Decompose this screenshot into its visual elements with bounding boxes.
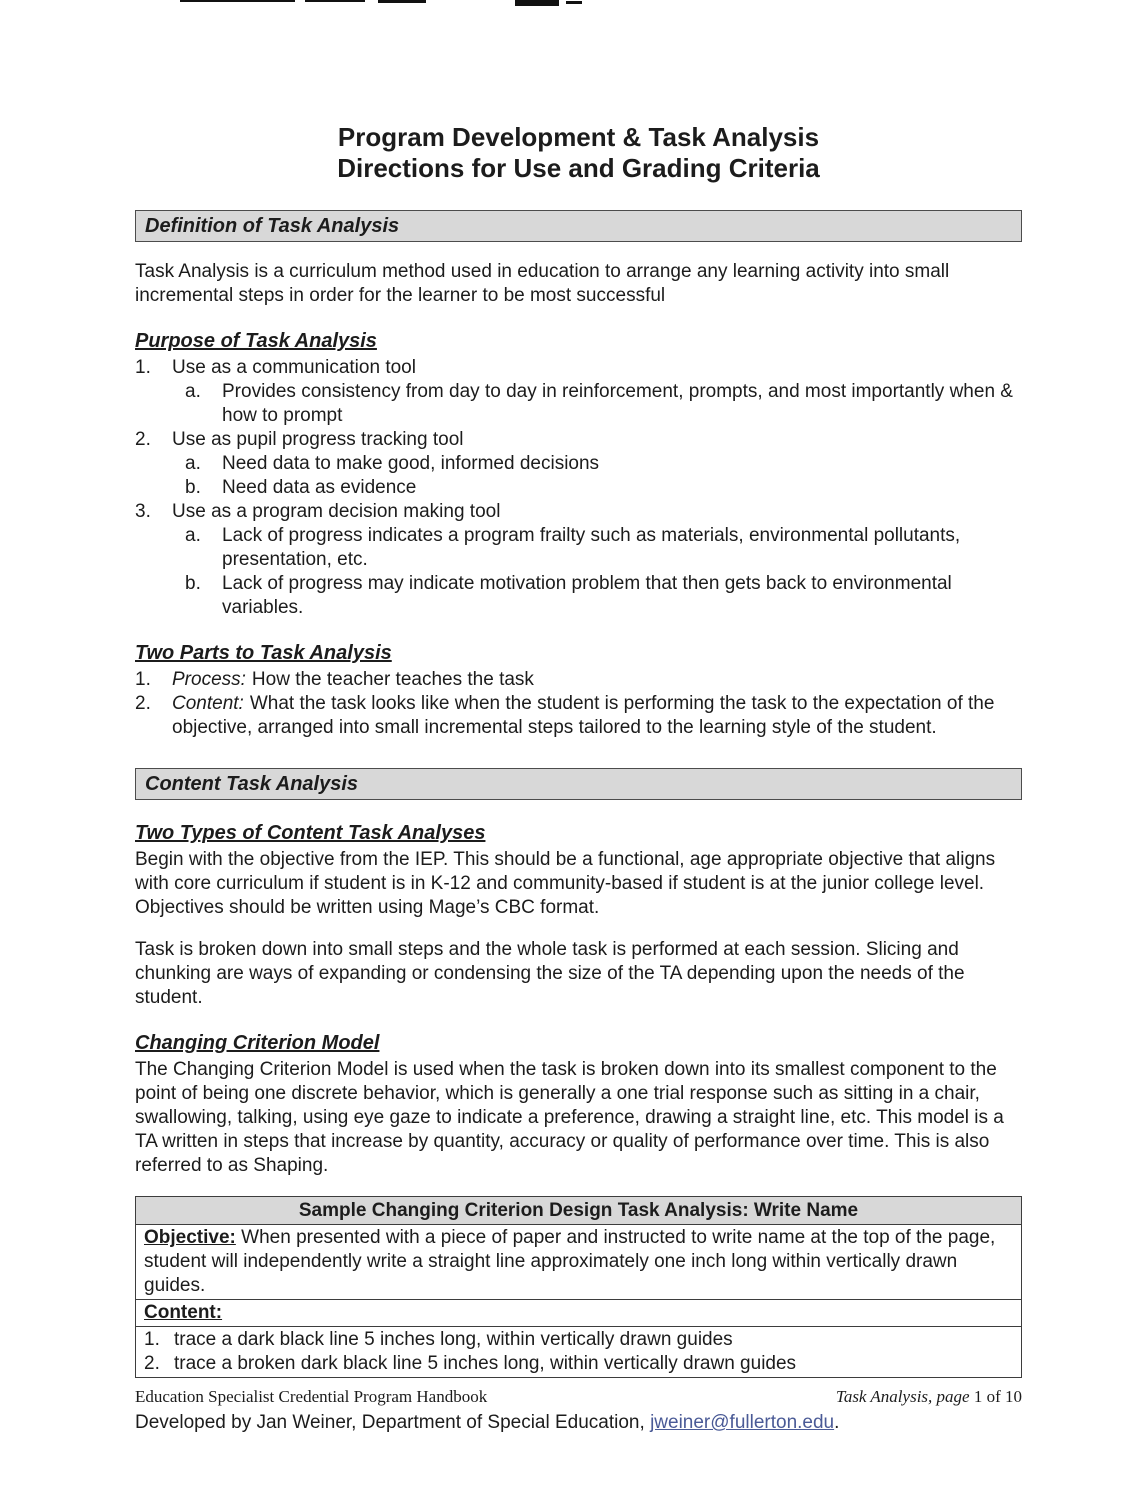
list-item-text: Provides consistency from day to day in reinforcement, prompts, and most importantly when & how to prompt: [222, 381, 1013, 426]
list-item: [185, 380, 1022, 428]
list-item-text: Use as a program decision making tool: [172, 501, 501, 522]
handbook-title: Education Specialist Credential Program Handbook: [135, 1387, 488, 1406]
list-item-text: Need data as evidence: [222, 477, 417, 498]
list-item: [135, 356, 1022, 380]
page-number: 1 of 10: [973, 1387, 1022, 1406]
list-item-lead: Content:: [172, 693, 244, 714]
list-item: [185, 572, 1022, 620]
list-marker: 2.: [144, 1353, 160, 1374]
list-item-body: How the teacher teaches the task: [251, 669, 534, 690]
list-marker: 2.: [135, 429, 151, 450]
list-marker: b.: [185, 477, 201, 498]
list-item: [135, 428, 1022, 452]
title-line-1: Program Development & Task Analysis: [337, 122, 820, 152]
list-item: [185, 524, 1022, 572]
section-header-content-task: Content Task Analysis: [135, 768, 1022, 800]
content-label: Content:: [144, 1302, 223, 1323]
content-item-text: trace a dark black line 5 inches long, within vertically drawn guides: [174, 1329, 733, 1350]
list-marker: 3.: [135, 501, 151, 522]
objective-label: Objective:: [144, 1227, 236, 1248]
purpose-heading: Purpose of Task Analysis: [135, 330, 377, 352]
objective-text: When presented with a piece of paper and instructed to write name at the top of the page, student will independently write a straight line approximately one inch long within vertically drawn guides.: [144, 1227, 996, 1296]
content-item: [144, 1328, 1013, 1352]
list-marker: a.: [185, 381, 201, 402]
list-item-body: What the task looks like when the student is performing the task to the expectation of the objective, arranged into small incremental steps tailored to the learning style of the student.: [172, 693, 995, 738]
list-item-lead: Process:: [172, 669, 246, 690]
scan-artifact: [515, 0, 559, 6]
list-item-text: Need data to make good, informed decisions: [222, 453, 600, 474]
list-item: [185, 452, 1022, 476]
scan-artifact: [180, 0, 295, 2]
scan-artifact: [305, 0, 365, 2]
page-footer: [135, 1386, 1022, 1435]
changing-criterion-paragraph: The Changing Criterion Model is used when the task is broken down into its smallest component to the point of being one discrete behavior, which is generally a one trial response such as sitting in a chair, swallowing, talking, using eye gaze to indicate a preference, drawing a straight line, etc. This model is a TA written in steps that increase by quantity, accuracy or quality of performance over time. This is also referred to as Shaping.: [135, 1059, 1004, 1176]
scan-artifact: [378, 0, 426, 3]
developed-by-text: Developed by Jan Weiner, Department of Special Education,: [135, 1412, 645, 1433]
list-item-text: Lack of progress indicates a program frailty such as materials, environmental pollutants, presentation, etc.: [222, 525, 961, 570]
page-info-label: Task Analysis, page: [835, 1387, 970, 1406]
list-item-text: Use as pupil progress tracking tool: [172, 429, 464, 450]
content-item-text: trace a broken dark black line 5 inches long, within vertically drawn guides: [174, 1353, 797, 1374]
list-marker: a.: [185, 525, 201, 546]
changing-criterion-heading: Changing Criterion Model: [135, 1032, 380, 1054]
table-row-objective: [136, 1225, 1021, 1300]
two-types-paragraph-1: Begin with the objective from the IEP. This should be a functional, age appropriate objective that aligns with core curriculum if student is in K-12 and community-based if student is at the junior college level. Objectives should be written using Mage’s CBC format.: [135, 849, 996, 918]
list-item-text: Lack of progress may indicate motivation problem that then gets back to environmental variables.: [222, 573, 952, 618]
two-types-paragraph-2: Task is broken down into small steps and the whole task is performed at each session. Slicing and chunking are ways of expanding or condensing the size of the TA depending upon the needs of the student.: [135, 939, 965, 1008]
footer-top-row: [135, 1386, 1022, 1408]
footer-period: .: [834, 1412, 840, 1433]
list-marker: a.: [185, 453, 201, 474]
list-marker: 1.: [144, 1329, 160, 1350]
list-marker: b.: [185, 573, 201, 594]
list-item-text: [172, 668, 1022, 692]
sample-task-analysis-table: [135, 1196, 1022, 1378]
list-item-text: Use as a communication tool: [172, 357, 416, 378]
list-item: [185, 476, 1022, 500]
list-marker: 2.: [135, 693, 151, 714]
definition-paragraph: Task Analysis is a curriculum method used in education to arrange any learning activity into small incremental steps in order for the learner to be most successful: [135, 261, 950, 306]
list-item: [135, 500, 1022, 524]
list-marker: 1.: [135, 357, 151, 378]
content-item: [144, 1352, 1013, 1376]
table-row-content-label: [136, 1300, 1021, 1327]
two-types-heading: Two Types of Content Task Analyses: [135, 822, 486, 844]
list-item: [135, 692, 1022, 740]
title-line-2: Directions for Use and Grading Criteria: [337, 153, 820, 183]
table-header: Sample Changing Criterion Design Task Analysis: Write Name: [136, 1197, 1021, 1225]
table-row-content-items: [136, 1327, 1021, 1377]
document-title: [135, 122, 1022, 184]
scan-artifact: [566, 1, 582, 4]
email-link[interactable]: jweiner@fullerton.edu: [650, 1412, 835, 1433]
list-item-text: [172, 692, 1022, 740]
list-marker: 1.: [135, 669, 151, 690]
list-item: [135, 668, 1022, 692]
footer-bottom-row: [135, 1411, 1022, 1435]
two-parts-heading: Two Parts to Task Analysis: [135, 642, 392, 664]
section-header-definition: Definition of Task Analysis: [135, 210, 1022, 242]
page-info: [836, 1386, 1022, 1408]
